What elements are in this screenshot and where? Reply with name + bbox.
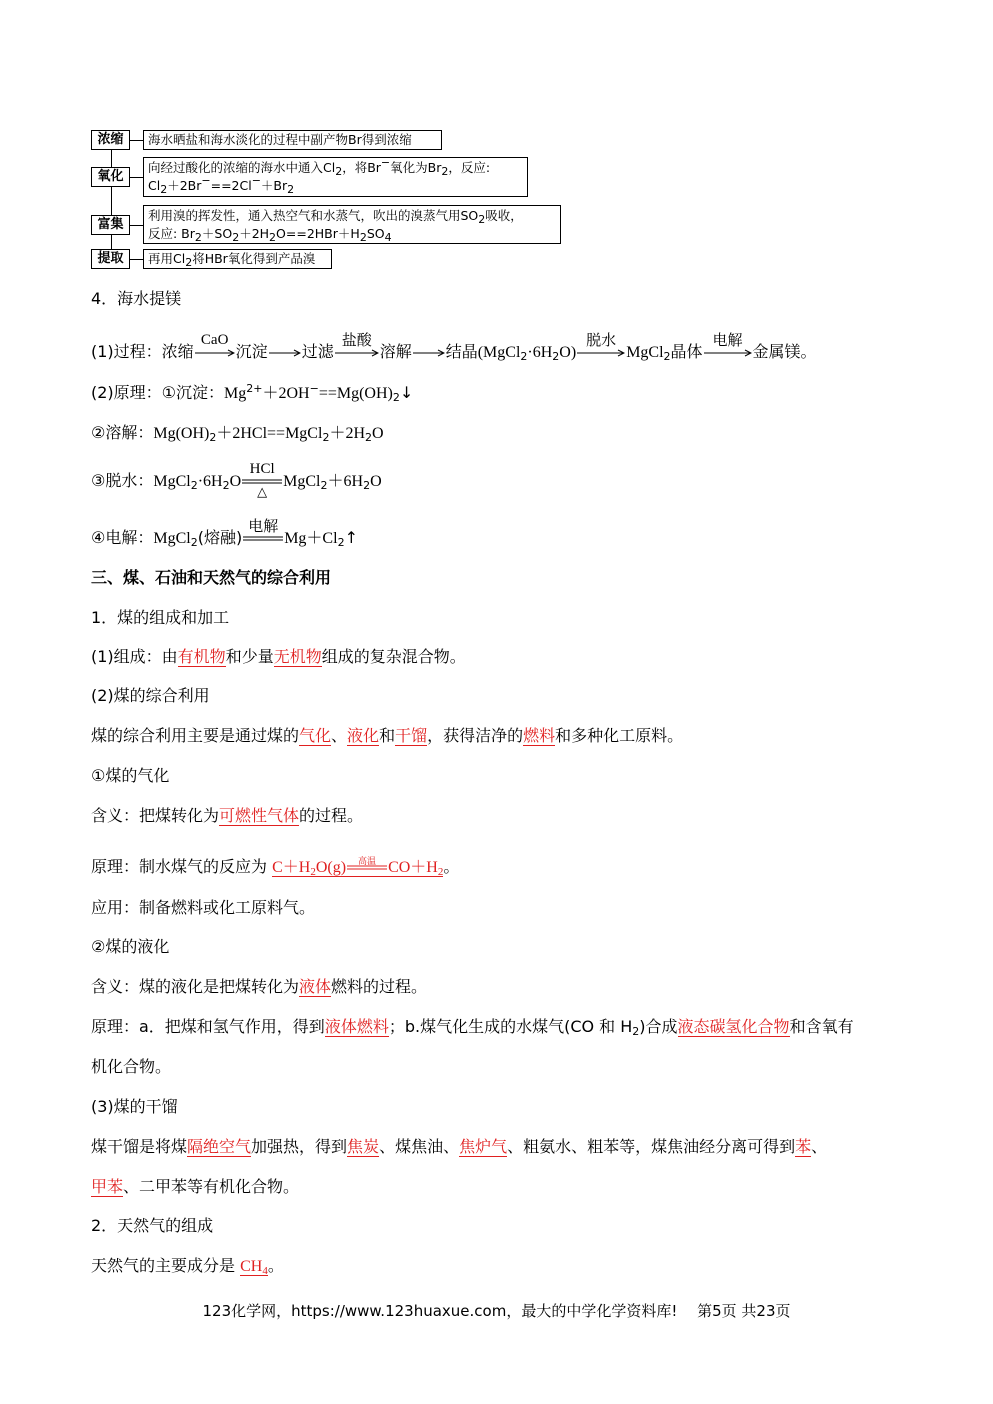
flow-box-concentrate	[143, 130, 442, 150]
liquefaction-principle-cont: 机化合物。	[91, 1057, 172, 1076]
flow-text: 将HBr氧化得到产品溴	[192, 251, 316, 266]
distillation-text-cont: 甲苯、二甲苯等有机化合物。	[91, 1177, 300, 1196]
flow-link	[130, 225, 143, 226]
flow-text: 海水晒盐和海水淡化的过程中副产物Br得到浓缩	[148, 132, 412, 147]
flow-text: 向经过酸化的浓缩的海水中通入$Cl_2$，将Br−氧化为$Br_2$，反应:	[148, 156, 491, 178]
heading-liquefaction: ②煤的液化	[91, 937, 170, 956]
page-footer: 123化学网，https://www.123huaxue.com，最大的中学化学资料库! 第5页 共23页	[202, 1302, 791, 1320]
flow-label-enrich: 富集	[91, 215, 130, 235]
gasification-principle: 原理：制水煤气的反应为 $C+H_2O(g)$ 高温 $CO+H_2$。	[91, 856, 460, 878]
natural-gas-composition: 天然气的主要成分是 $CH_4$。	[91, 1256, 284, 1277]
flow-link	[130, 259, 143, 260]
heading-mg: 4．海水提镁	[91, 289, 182, 308]
flow-link	[130, 177, 143, 178]
mg-principle-precipitate: (2)原理：①沉淀：$Mg^{2+}+2OH^-==Mg(OH)_2↓$	[91, 382, 414, 404]
heading-natural-gas: 2．天然气的组成	[91, 1216, 214, 1235]
flow-label-extract: 提取	[91, 249, 130, 269]
mg-process: (1)过程：浓缩 CaO 沉淀 过滤 盐酸 溶解 结晶$(MgCl_2\cdot 6H_2O)$ 脱水 MgCl$_2$晶体 电解 金属镁。	[91, 331, 817, 363]
arrow-reagent: 盐酸	[335, 349, 379, 357]
equal-condition: HCl △	[249, 461, 275, 500]
mg-principle-electrolysis: ④电解：MgCl$_2$(熔融) 电解 $Mg+Cl_2↑$	[91, 517, 358, 549]
arrow-reagent: 电解	[704, 349, 752, 357]
liquefaction-definition: 含义：煤的液化是把煤转化为液体燃料的过程。	[91, 977, 428, 996]
flow-label-oxidize: 氧化	[91, 167, 130, 187]
heading-coal-use: (2)煤的综合利用	[91, 686, 210, 705]
mg-principle-dehydrate: ③脱水：$MgCl_2\cdot 6H_2O$ HCl △ $MgCl_2+6H_2O$	[91, 461, 382, 500]
arrow	[269, 349, 301, 357]
water-gas-equation: $C+H_2O(g)$ 高温 $CO+H_2$	[272, 856, 444, 878]
arrow	[413, 349, 445, 357]
flow-box-enrich	[143, 205, 561, 244]
distillation-text: 煤干馏是将煤隔绝空气加强热，得到焦炭、煤焦油、焦炉气、粗氨水、粗苯等，煤焦油经分离可得到苯、	[91, 1137, 828, 1156]
arrow-reagent: 脱水	[577, 349, 625, 357]
heading-coal: 1．煤的组成和加工	[91, 608, 230, 627]
mg-principle-dissolve: ②溶解：$Mg(OH)_2+2HCl==MgCl_2+2H_2O$	[91, 423, 384, 444]
flow-text: 利用溴的挥发性，通入热空气和水蒸气，吹出的溴蒸气用$SO_2$吸收，	[148, 208, 523, 226]
equal-condition: 电解	[248, 517, 279, 535]
coal-composition: (1)组成：由有机物和少量无机物组成的复杂混合物。	[91, 647, 466, 666]
flow-text: 再用Cl	[148, 251, 186, 266]
flow-label-concentrate: 浓缩	[91, 130, 130, 150]
gasification-application: 应用：制备燃料或化工原料气。	[91, 898, 316, 917]
coal-use: 煤的综合利用主要是通过煤的气化、液化和干馏，获得洁净的燃料和多种化工原料。	[91, 726, 684, 745]
heading-distillation: (3)煤的干馏	[91, 1097, 178, 1116]
liquefaction-principle: 原理：a．把煤和氢气作用，得到液体燃料；b.煤气化生成的水煤气(CO 和 $H_2$)合成液态碳氢化合物和含氧有	[91, 1017, 854, 1038]
section-heading: 三、煤、石油和天然气的综合利用	[91, 568, 332, 587]
flow-equation: $Cl_2+2Br^-==2Cl^-+Br_2$	[148, 174, 295, 196]
flow-equation: 反应: $Br_2+SO_2+2H_2O==2HBr+H_2SO_4$	[148, 226, 392, 244]
flow-box-extract: 再用$Cl_2$将HBr氧化得到产品溴	[143, 249, 332, 269]
flow-box-oxidize	[143, 157, 528, 197]
flow-link	[130, 140, 143, 141]
heading-gasification: ①煤的气化	[91, 766, 170, 785]
gasification-definition: 含义：把煤转化为可燃性气体的过程。	[91, 806, 364, 825]
arrow-reagent: CaO	[195, 349, 235, 357]
equal-condition: 高温	[358, 856, 377, 866]
